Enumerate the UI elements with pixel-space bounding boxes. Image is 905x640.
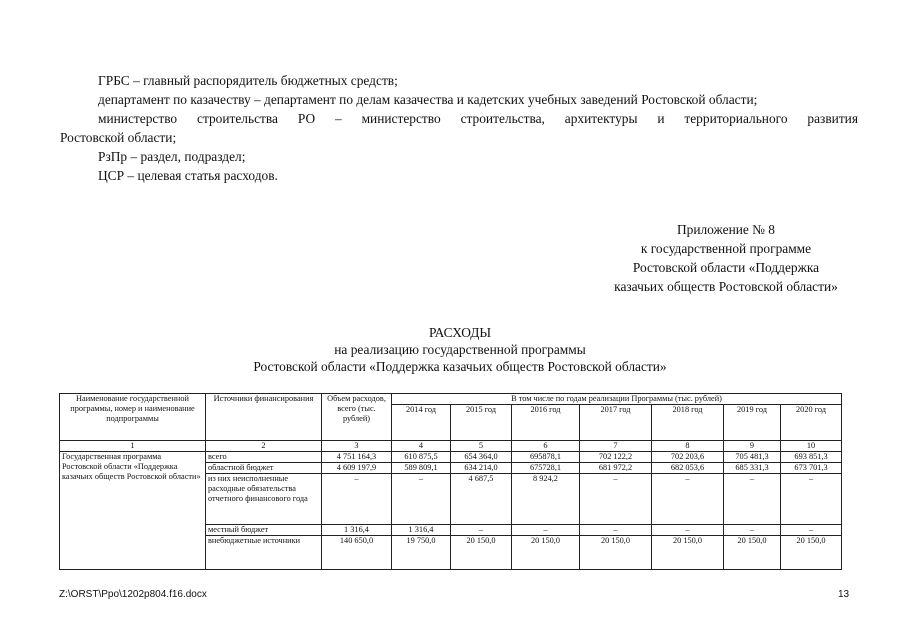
definition-rzpr: РзПр – раздел, подраздел; bbox=[98, 149, 246, 164]
header-name: Наименование государственной программы, номер и наименование подпрограммы bbox=[60, 394, 206, 441]
value-cell: 20 150,0 bbox=[512, 536, 580, 570]
value-cell: – bbox=[512, 525, 580, 536]
source-cell: областной бюджет bbox=[206, 463, 322, 474]
value-cell: – bbox=[724, 474, 781, 525]
title-line2: на реализацию государственной программы bbox=[334, 342, 586, 357]
col-number: 7 bbox=[580, 441, 652, 452]
table-row bbox=[60, 452, 842, 463]
header-volume: Объем расходов, всего (тыс. рублей) bbox=[322, 394, 392, 441]
appendix-heading bbox=[596, 220, 856, 296]
value-cell: – bbox=[322, 474, 392, 525]
footer-file-path: Z:\ORST\Ppo\1202p804.f16.docx bbox=[59, 589, 207, 600]
col-number: 3 bbox=[322, 441, 392, 452]
value-cell: – bbox=[724, 525, 781, 536]
header-year: 2014 год bbox=[392, 405, 451, 441]
definition-ministry-line2: Ростовской области; bbox=[60, 130, 177, 145]
value-cell: 702 122,2 bbox=[580, 452, 652, 463]
title-line1: РАСХОДЫ bbox=[428, 325, 492, 340]
value-cell: 705 481,3 bbox=[724, 452, 781, 463]
value-cell: 681 972,2 bbox=[580, 463, 652, 474]
definition-department: департамент по казачеству – департамент по делам казачества и кадетских учебных заведений Ростовской области; bbox=[98, 92, 758, 107]
col-number: 9 bbox=[724, 441, 781, 452]
value-cell: 682 053,6 bbox=[652, 463, 724, 474]
value-cell: – bbox=[781, 525, 842, 536]
value-cell: 20 150,0 bbox=[580, 536, 652, 570]
value-cell: 695878,1 bbox=[512, 452, 580, 463]
value-cell: – bbox=[392, 474, 451, 525]
value-cell: 1 316,4 bbox=[392, 525, 451, 536]
col-number: 10 bbox=[781, 441, 842, 452]
header-year: 2016 год bbox=[512, 405, 580, 441]
value-cell: 634 214,0 bbox=[451, 463, 512, 474]
value-cell: – bbox=[580, 525, 652, 536]
value-cell: 610 875,5 bbox=[392, 452, 451, 463]
document-title bbox=[160, 324, 760, 375]
column-number-row bbox=[60, 441, 842, 452]
value-cell: 19 750,0 bbox=[392, 536, 451, 570]
value-cell: 4 687,5 bbox=[451, 474, 512, 525]
title-line3: Ростовской области «Поддержка казачьих обществ Ростовской области» bbox=[253, 359, 667, 374]
source-cell: из них неисполненные расходные обязательства отчетного финансового года bbox=[206, 474, 322, 525]
col-number: 5 bbox=[451, 441, 512, 452]
appendix-line3: Ростовской области «Поддержка bbox=[632, 260, 820, 275]
col-number: 6 bbox=[512, 441, 580, 452]
definition-csr: ЦСР – целевая статья расходов. bbox=[98, 168, 278, 183]
value-cell: 1 316,4 bbox=[322, 525, 392, 536]
header-year: 2017 год bbox=[580, 405, 652, 441]
col-number: 4 bbox=[392, 441, 451, 452]
expenses-table bbox=[59, 393, 842, 570]
value-cell: 589 809,1 bbox=[392, 463, 451, 474]
definition-grbs: ГРБС – главный распорядитель бюджетных средств; bbox=[98, 73, 398, 88]
value-cell: 140 650,0 bbox=[322, 536, 392, 570]
header-source: Источники финансирования bbox=[206, 394, 322, 441]
col-number: 1 bbox=[60, 441, 206, 452]
appendix-line4: казачьих обществ Ростовской области» bbox=[614, 279, 838, 294]
value-cell: 693 851,3 bbox=[781, 452, 842, 463]
header-by-years: В том числе по годам реализации Программы (тыс. рублей) bbox=[392, 394, 842, 405]
header-year: 2018 год bbox=[652, 405, 724, 441]
value-cell: 20 150,0 bbox=[652, 536, 724, 570]
value-cell: 20 150,0 bbox=[781, 536, 842, 570]
value-cell: 8 924,2 bbox=[512, 474, 580, 525]
header-year: 2015 год bbox=[451, 405, 512, 441]
header-year: 2019 год bbox=[724, 405, 781, 441]
value-cell: 675728,1 bbox=[512, 463, 580, 474]
value-cell: – bbox=[781, 474, 842, 525]
value-cell: 702 203,6 bbox=[652, 452, 724, 463]
col-number: 2 bbox=[206, 441, 322, 452]
appendix-line2: к государственной программе bbox=[640, 241, 812, 256]
appendix-line1: Приложение № 8 bbox=[676, 222, 776, 237]
header-year: 2020 год bbox=[781, 405, 842, 441]
value-cell: 20 150,0 bbox=[451, 536, 512, 570]
value-cell: – bbox=[652, 525, 724, 536]
value-cell: – bbox=[580, 474, 652, 525]
value-cell: 673 701,3 bbox=[781, 463, 842, 474]
value-cell: 654 364,0 bbox=[451, 452, 512, 463]
value-cell: – bbox=[652, 474, 724, 525]
col-number: 8 bbox=[652, 441, 724, 452]
program-name: Государственная программа Ростовской области «Поддержка казачьих обществ Ростовской области» bbox=[60, 452, 206, 570]
value-cell: 20 150,0 bbox=[724, 536, 781, 570]
source-cell: местный бюджет bbox=[206, 525, 322, 536]
source-cell: внебюджетные источники bbox=[206, 536, 322, 570]
source-cell: всего bbox=[206, 452, 322, 463]
value-cell: 4 609 197,9 bbox=[322, 463, 392, 474]
page-number: 13 bbox=[838, 589, 850, 600]
value-cell: 685 331,3 bbox=[724, 463, 781, 474]
value-cell: – bbox=[451, 525, 512, 536]
value-cell: 4 751 164,3 bbox=[322, 452, 392, 463]
definition-ministry-line1: министерство строительства РО – министерство строительства, архитектуры и территориального развития bbox=[98, 111, 858, 126]
